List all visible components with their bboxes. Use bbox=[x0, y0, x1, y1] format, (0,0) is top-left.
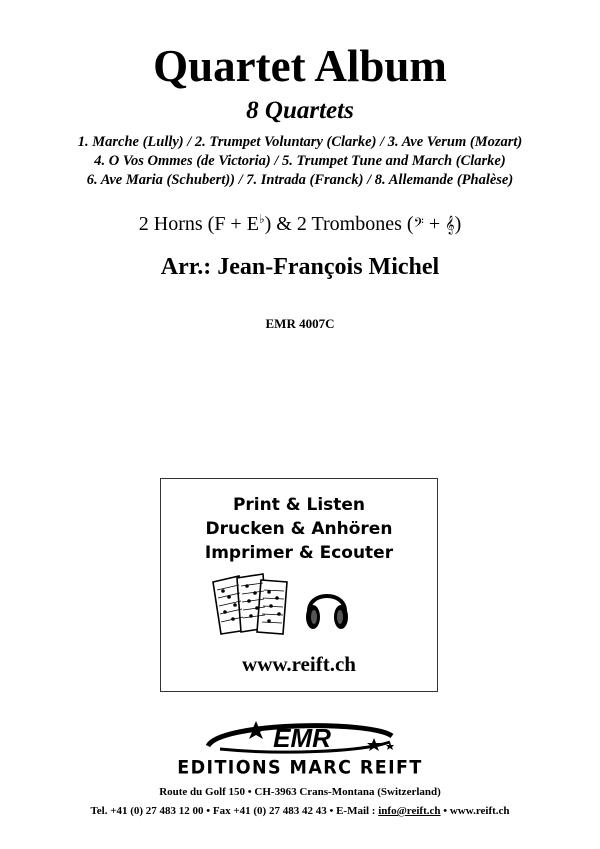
contact-website[interactable]: • www.reift.ch bbox=[440, 805, 510, 817]
promo-box bbox=[160, 478, 438, 692]
title: Quartet Album bbox=[153, 41, 447, 91]
emr-logo bbox=[160, 718, 440, 754]
instrumentation-post: ) bbox=[454, 213, 462, 235]
catalog-number: EMR 4007C bbox=[265, 316, 335, 331]
promo-url[interactable]: www.reift.ch bbox=[242, 652, 356, 676]
promo-line-french: Imprimer & Ecouter bbox=[204, 543, 394, 563]
sheet-music-icon bbox=[209, 572, 293, 636]
instrumentation-mid: ) & 2 Trombones ( bbox=[264, 213, 414, 235]
arranger: Arr.: Jean-François Michel bbox=[160, 254, 440, 280]
instrumentation-pre: 2 Horns (F + E bbox=[138, 213, 259, 235]
bass-clef-icon: 𝄢 bbox=[413, 215, 424, 234]
subtitle: 8 Quartets bbox=[246, 97, 354, 124]
instrumentation bbox=[0, 211, 600, 238]
contents-line: 1. Marche (Lully) / 2. Trumpet Voluntary (Clarke) / 3. Ave Verum (Mozart) bbox=[77, 134, 523, 150]
contents-line: 6. Ave Maria (Schubert)) / 7. Intrada (Franck) / 8. Allemande (Phalèse) bbox=[86, 172, 514, 188]
promo-line-english: Print & Listen bbox=[232, 495, 366, 515]
emr-logo-text: EMR bbox=[273, 723, 331, 753]
treble-clef-icon: 𝄞 bbox=[445, 215, 455, 234]
email-link[interactable]: info@reift.ch bbox=[378, 805, 441, 817]
promo-line-german: Drucken & Anhören bbox=[205, 519, 393, 539]
flat-symbol: ♭ bbox=[258, 212, 265, 226]
contact-line bbox=[0, 804, 600, 818]
instrumentation-plus: + bbox=[423, 213, 446, 235]
contents-line: 4. O Vos Ommes (de Victoria) / 5. Trumpet Tune and March (Clarke) bbox=[94, 153, 506, 169]
address-line: Route du Golf 150 • CH-3963 Crans-Montana (Switzerland) bbox=[159, 786, 441, 798]
contact-phone-fax: Tel. +41 (0) 27 483 12 00 • Fax +41 (0) 27 483 42 43 • E-Mail : bbox=[90, 805, 379, 817]
headphones-icon bbox=[303, 581, 351, 633]
publisher-name: EDITIONS MARC REIFT bbox=[177, 757, 423, 779]
